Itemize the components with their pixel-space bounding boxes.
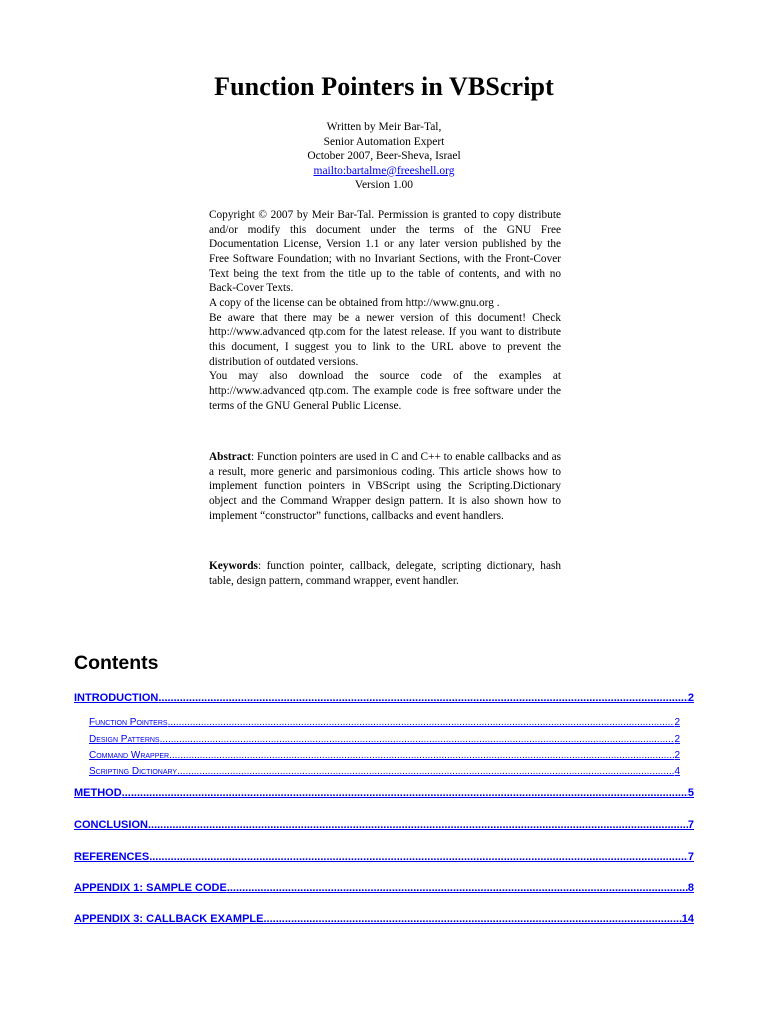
toc-page: 7 (687, 819, 694, 831)
toc-leader (263, 913, 681, 925)
toc-label: REFERENCES (74, 851, 150, 863)
toc-leader (122, 787, 688, 799)
toc-label: APPENDIX 1: SAMPLE CODE (74, 882, 227, 894)
contents-heading: Contents (74, 652, 159, 674)
abstract-section (209, 450, 561, 523)
toc-label: CONCLUSION (74, 819, 148, 831)
toc-entry-command-wrapper[interactable] (89, 750, 680, 761)
copyright-paragraph-license: Copyright © 2007 by Meir Bar-Tal. Permission is granted to copy distribute and/or modify this document under the terms of the GNU Free Documentation License, Version 1.1 or any later version published by the Free Software Foundation; with no Invariant Sections, with the Front-Cover Text being the text from the title up to the table of contents, and with no Back-Cover Texts. (209, 209, 561, 295)
author-date-location: October 2007, Beer-Sheva, Israel (307, 150, 461, 163)
toc-entry-references[interactable] (74, 851, 694, 863)
document-version: Version 1.00 (354, 179, 414, 192)
toc-entry-appendix-1[interactable] (74, 882, 694, 894)
toc-page: 8 (687, 882, 694, 894)
copyright-notice (209, 208, 561, 413)
toc-label: Function Pointers (89, 717, 168, 728)
toc-label: INTRODUCTION (74, 692, 159, 704)
toc-leader (149, 851, 688, 863)
toc-page: 7 (687, 851, 694, 863)
toc-leader (160, 734, 675, 745)
toc-leader (177, 766, 674, 777)
toc-label: METHOD (74, 787, 122, 799)
author-name: Written by Meir Bar-Tal, (326, 121, 442, 133)
author-role: Senior Automation Expert (323, 135, 445, 148)
toc-entry-introduction[interactable] (74, 692, 694, 704)
toc-page: 2 (687, 692, 694, 704)
toc-entry-design-patterns[interactable] (89, 734, 680, 745)
toc-page: 2 (674, 717, 680, 728)
keywords-section (209, 559, 561, 588)
toc-label: APPENDIX 3: CALLBACK EXAMPLE (74, 913, 264, 925)
author-block (0, 120, 768, 193)
author-email-link[interactable]: mailto:bartalme@freeshell.org (313, 164, 455, 177)
toc-page: 5 (687, 787, 694, 799)
toc-page: 2 (674, 750, 680, 761)
toc-page: 14 (681, 913, 694, 925)
toc-entry-method[interactable] (74, 787, 694, 799)
keywords-label: Keywords (209, 560, 258, 572)
toc-entry-appendix-3[interactable] (74, 913, 694, 925)
abstract-text: : Function pointers are used in C and C++ to enable callbacks and as a result, more generic and parsimonious coding. This article shows how to implement function pointers in VBScript using the Scripting.Dictionary object and the Command Wrapper design pattern. It is also shown how to implement “constructor” functions, callbacks and event handlers. (209, 451, 561, 522)
copyright-paragraph-newer-version: Be aware that there may be a newer version of this document! Check http://www.advanced qtp.com for the latest release. If you want to distribute this document, I suggest you to link to the URL above to prevent the distribution of outdated versions. (209, 311, 561, 368)
toc-entry-conclusion[interactable] (74, 819, 694, 831)
toc-leader (158, 692, 688, 704)
document-title: Function Pointers in VBScript (214, 72, 554, 101)
toc-label: Scripting Dictionary (89, 766, 178, 777)
toc-label: Command Wrapper (89, 750, 170, 761)
toc-page: 2 (674, 734, 680, 745)
keywords-text: : function pointer, callback, delegate, scripting dictionary, hash table, design pattern, command wrapper, event handler. (209, 560, 561, 587)
abstract-label: Abstract (209, 451, 252, 463)
copyright-paragraph-source-code: You may also download the source code of the examples at http://www.advanced qtp.com. The example code is free software under the terms of the GNU General Public License. (209, 370, 561, 412)
toc-leader (168, 717, 675, 728)
toc-leader (169, 750, 674, 761)
toc-leader (148, 819, 688, 831)
toc-entry-scripting-dictionary[interactable] (89, 766, 680, 777)
toc-label: Design Patterns (89, 734, 160, 745)
toc-leader (227, 882, 688, 894)
toc-page: 4 (674, 766, 680, 777)
toc-entry-function-pointers[interactable] (89, 717, 680, 728)
copyright-paragraph-obtain: A copy of the license can be obtained from http://www.gnu.org . (209, 296, 500, 309)
